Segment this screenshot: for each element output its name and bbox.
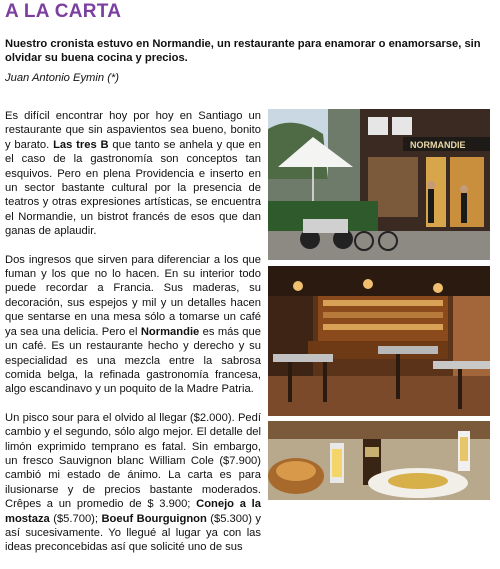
paragraph-1: Es difícil encontrar hoy por hoy en Santiago un restaurante que sin aspavientos sea bueno, bonito y barato. Las tres B que tanto se anhela y que en el caso de la gastronomía son conceptos tan esquivos. Pero en plena Providencia e inserto en un sector bastante cultural por la presencia de teatros y otras expresiones artísticas, se encuentra el Normandie, un bistrot francés de esos que dan ganas de aplaudir.	[5, 110, 262, 238]
highlight-boeuf: Boeuf Bourguignon	[101, 512, 207, 525]
section-title: A LA CARTA	[5, 1, 122, 22]
interior-illustration	[268, 266, 490, 416]
article-lead: Nuestro cronista estuvo en Normandie, un restaurante para enamorar o enamorsarse, sin olvidar su buena cocina y precios.	[5, 38, 481, 64]
photo-food-table	[268, 421, 490, 500]
photo-restaurant-interior	[268, 266, 490, 416]
paragraph-3: Un pisco sour para el olvido al llegar ($2.000). Pedí cambio y el segundo, sólo algo mejor. El detalle del limón exprimido temprano es fatal. Sin embargo, un fresco Sauvignon blanc William Cole ($7.900) cambió mi estado de ánimo. La carta es para ilusionarse y de precios bastante moderados. Crêpes a un promedio de $ 3.900; Conejo a la mostaza ($5.700); Boeuf Bourguignon ($5.300) y así sucesivamente. Yo llegué al lugar ya con las ideas preconcebidas así que solicité uno de sus	[5, 411, 261, 554]
article-author: Juan Antonio Eymin (*)	[5, 72, 119, 84]
restaurant-sign: NORMANDIE	[410, 140, 466, 150]
photo-restaurant-exterior	[268, 109, 490, 260]
highlight-conejo: Conejo a la mostaza	[5, 498, 261, 525]
paragraph-2: Dos ingresos que sirven para diferenciar a los que fuman y los que no lo hacen. En su interior todo puede recordar a Francia. Sus maderas, su decoración, sus espejos y mil y un detalles hacen que sentarse en una mesa sólo a tomarse un café ya sea una delicia. Pero el Normandie es más que un café. Es un restaurante hecho y derecho y su especialidad es una mezcla entre la sabrosa comida belga, la refinada gastronomía francesa, algo escandinavo y un poquito de la Madre Patria.	[5, 253, 261, 396]
highlight-tres-b: Las tres B	[53, 138, 109, 151]
food-illustration	[268, 421, 490, 500]
exterior-illustration	[268, 109, 490, 260]
highlight-normandie: Normandie	[140, 325, 200, 338]
